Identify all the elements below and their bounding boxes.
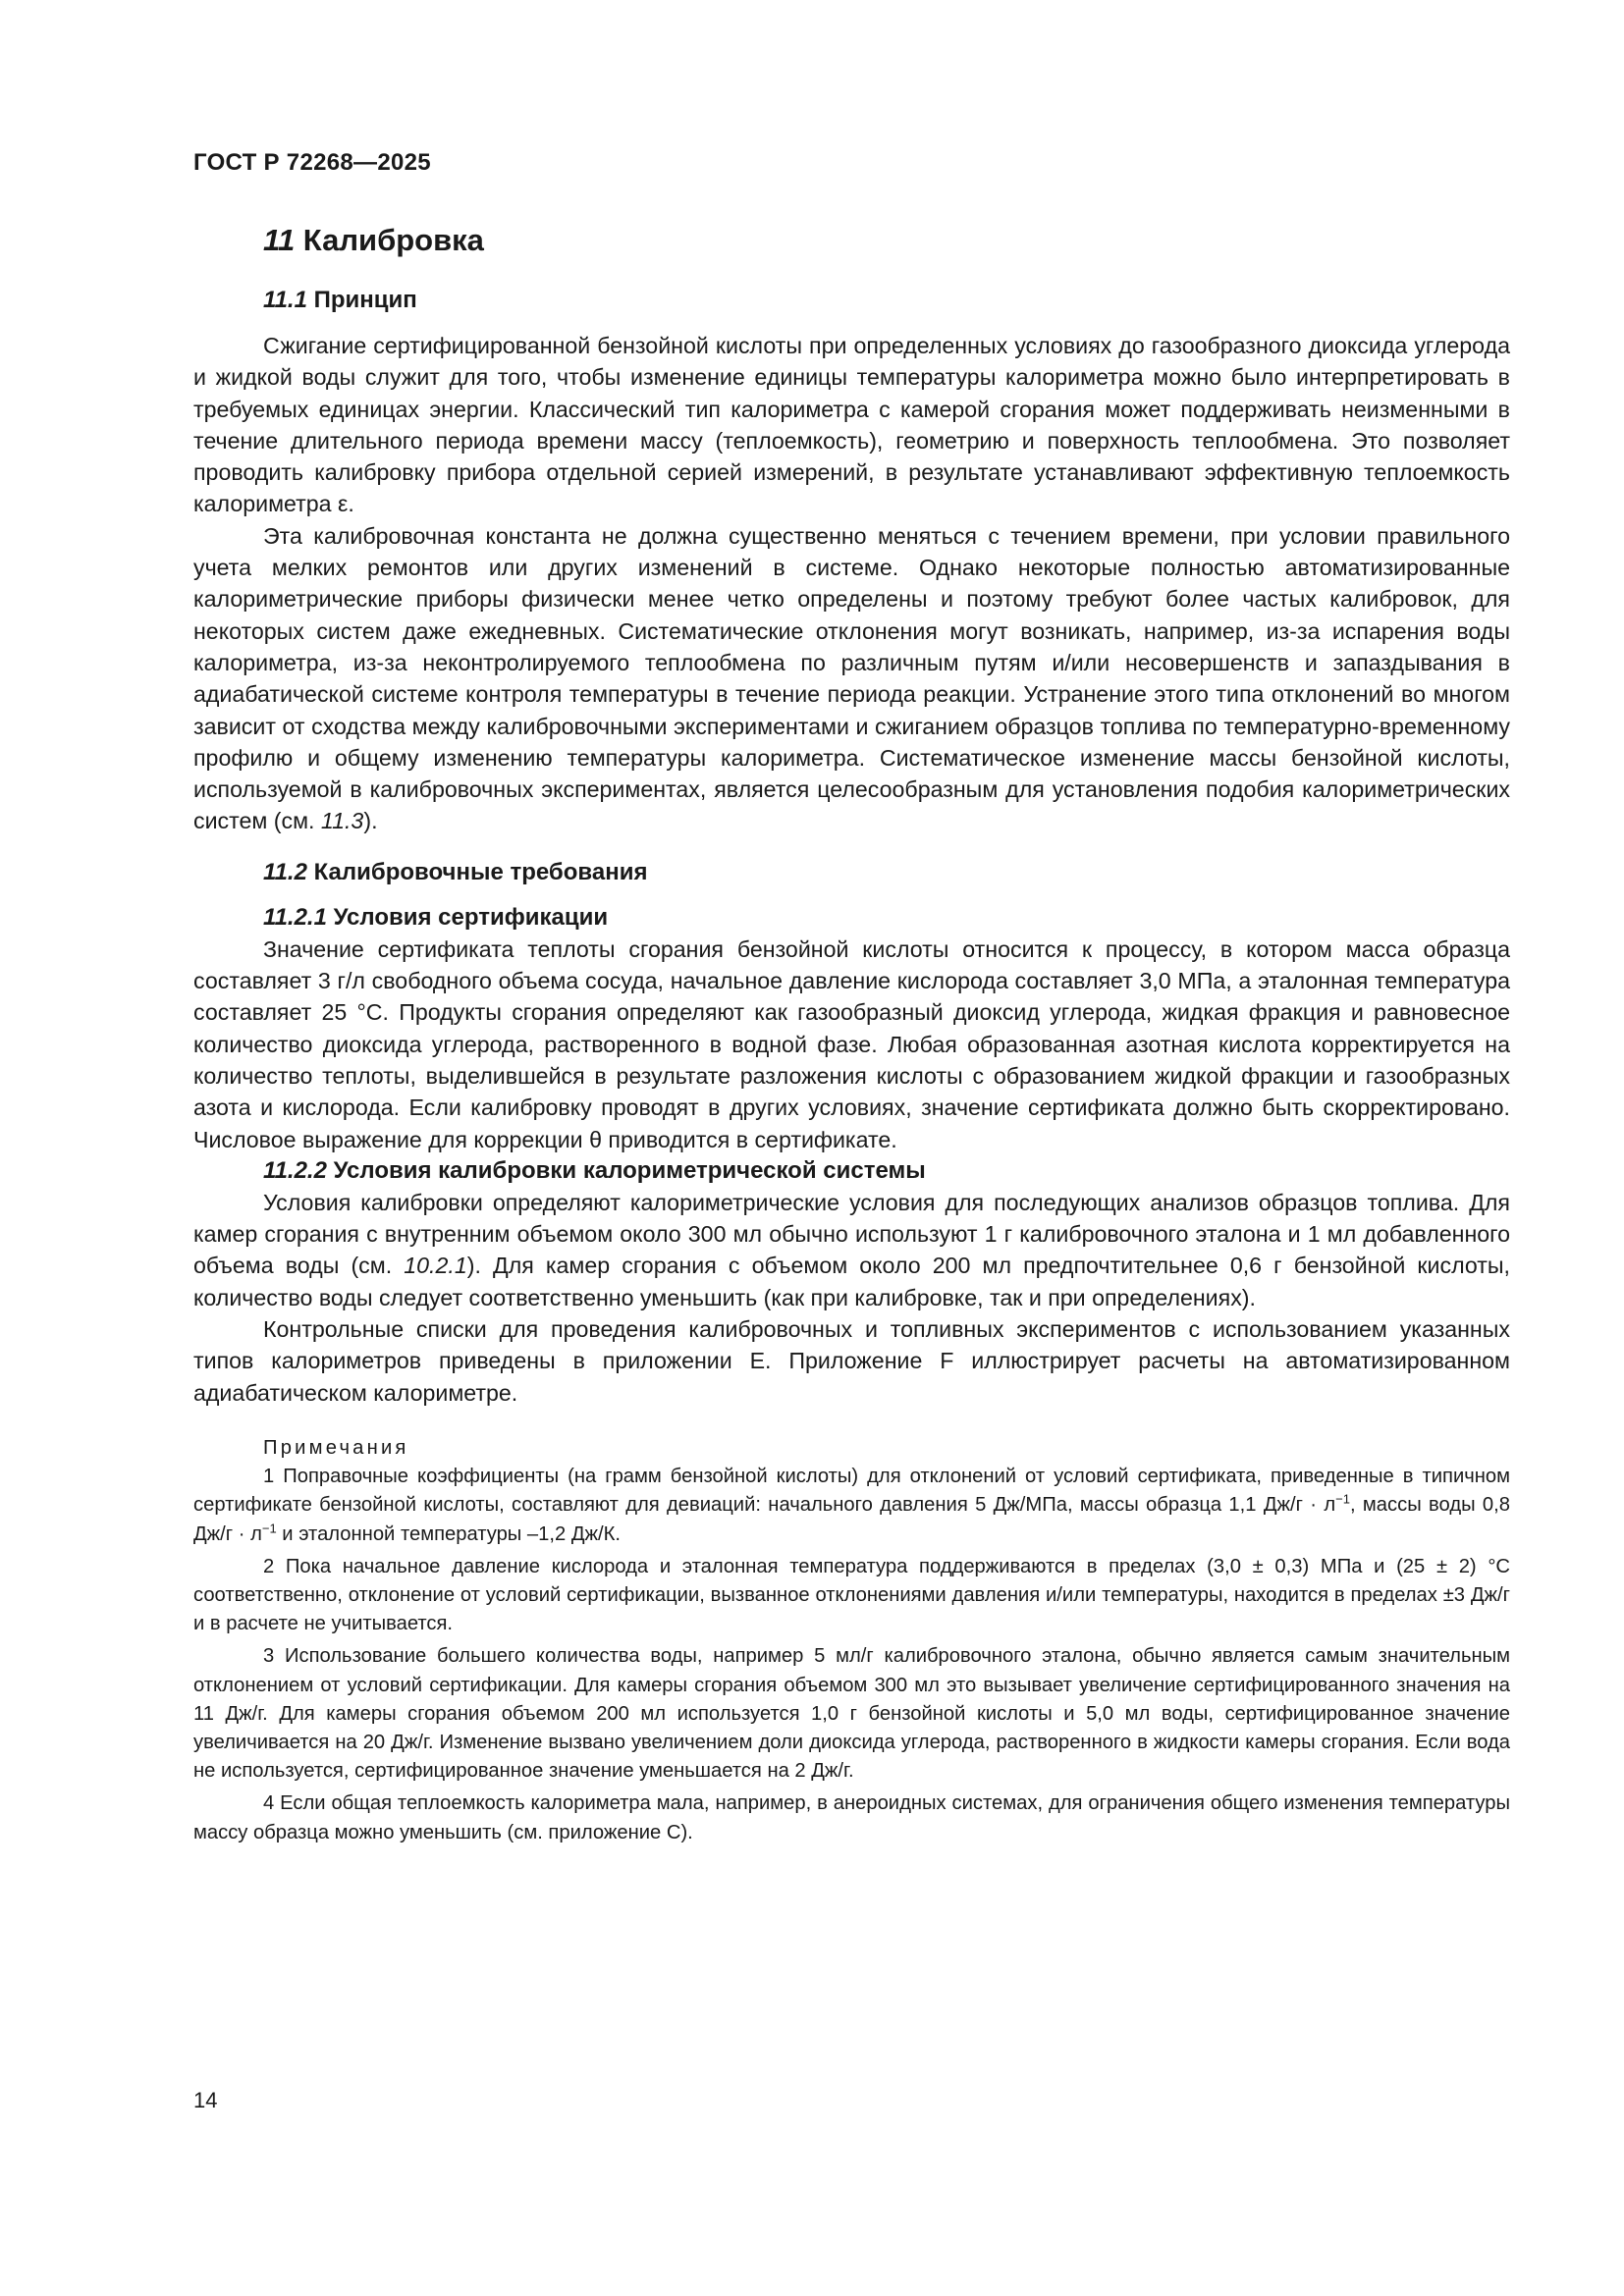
clause-title: Условия сертификации <box>326 903 609 931</box>
paragraph: Сжигание сертифицированной бензойной кислоты при определенных условиях до газообразного диоксида углерода и жидкой воды служит для того, чтобы изменение единицы температуры калориметра можно было интерпретировать в требуемых единицах энергии. Классический тип калориметра с камерой сгорания может поддерживать неизменными в течение длительного периода времени массу (теплоемкость), геометрию и поверхность теплообмена. Это позволяет проводить калибровку прибора отдельной серией измерений, в результате устанавливают эффективную теплоемкость калориметра ε. <box>193 333 1510 517</box>
subsection-number: 11.2 <box>263 858 307 885</box>
paragraph: Контрольные списки для проведения калибровочных и топливных экспериментов с использованием указанных типов калориметров приведены в приложении Е. Приложение F иллюстрирует расчеты на автоматизированном адиабатическом калориметре. <box>193 1316 1510 1406</box>
note <box>193 1463 1510 1549</box>
cross-reference: 10.2.1 <box>404 1253 467 1279</box>
notes-block <box>193 1434 1510 1847</box>
subsection-title: Принцип <box>306 287 417 313</box>
note: 2 Пока начальное давление кислорода и эталонная температура поддерживаются в пределах (3,0 ± 0,3) МПа и (25 ± 2) °С соответственно, отклонение от условий сертификации, вызванное отклонениями давления и/или температуры, находится в пределах ±3 Дж/г и в расчете не учитывается. <box>193 1555 1510 1635</box>
section-heading <box>263 222 1510 259</box>
clause-heading-calibration <box>263 1155 1510 1187</box>
superscript: −1 <box>261 1520 277 1535</box>
section-number: 11 <box>263 223 296 257</box>
paragraph-text: Эта калибровочная константа не должна существенно меняться с течением времени, при условии правильного учета мелких ремонтов или других изменений в системе. Однако некоторые полностью автоматизированные калориметрические приборы физически менее четко определены и поэтому требуют более частых калибровок, для некоторых систем даже ежедневных. Систематические отклонения могут возникать, например, из-за испарения воды калориметра, из-за неконтролируемого теплообмена по различным путям и/или несовершенств и запаздывания в адиабатической системе контроля температуры в течение периода реакции. Устранение этого типа отклонений во многом зависит от сходства между калибровочными экспериментами и сжиганием образцов топлива по температурно-временному профилю и общему изменению температуры калориметра. Систематическое изменение массы бензойной кислоты, используемой в калибровочных экспериментах, является целесообразным для установления подобия калориметрических систем (см. <box>193 522 1510 834</box>
note-text: , массы воды 0,8 Дж/г · л <box>193 1494 1510 1545</box>
subsection-heading-requirements <box>263 857 1510 888</box>
clause-heading-certification <box>263 902 1510 934</box>
note: 3 Использование большего количества воды, например 5 мл/г калибровочного эталона, обычно является самым значительным отклонением от условий сертификации. Для камеры сгорания объемом 300 мл это вызывает увеличение сертифицированного значения на 11 Дж/г. Для камеры сгорания объемом 200 мл используется 1,0 г бензойной кислоты и 5,0 мл воды, сертифицированное значение увеличивается на 20 Дж/г. Изменение вызвано увеличением доли диоксида углерода, растворенного в жидкости камеры сгорания. Если вода не используется, сертифицированное значение уменьшается на 2 Дж/г. <box>193 1645 1510 1783</box>
note-text: 1 Поправочные коэффициенты (на грамм бензойной кислоты) для отклонений от условий сертификата, приведенные в типичном сертификате бензойной кислоты, составляют для девиаций: начального давления 5 Дж/МПа, массы образца 1,1 Дж/г · л <box>193 1466 1510 1517</box>
paragraph: Значение сертификата теплоты сгорания бензойной кислоты относится к процессу, в котором масса образца составляет 3 г/л свободного объема сосуда, начальное давление кислорода составляет 3,0 МПа, а эталонная температура составляет 25 °С. Продукты сгорания определяют как газообразный диоксид углерода, жидкая фракция и равновесное количество диоксида углерода, растворенного в водной фазе. Любая образованная азотная кислота корректируется на количество теплоты, выделившейся в результате разложения кислоты с образованием жидкой фракции и газообразных азота и кислорода. Если калибровку проводят в других условиях, значение сертификата должно быть скорректировано. Числовое выражение для коррекции θ приводится в сертификате. <box>193 935 1510 1152</box>
page-content <box>193 222 1510 1847</box>
standard-code: ГОСТ Р 72268—2025 <box>193 149 431 176</box>
subsection-title: Калибровочные требования <box>306 858 648 885</box>
clause-title: Условия калибровки калориметрической системы <box>326 1156 926 1184</box>
note: 4 Если общая теплоемкость калориметра мала, например, в анероидных системах, для ограничения общего изменения температуры массу образца можно уменьшить (см. приложение С). <box>193 1792 1510 1843</box>
clause-number: 11.2.2 <box>263 1156 327 1184</box>
paragraph <box>193 520 1510 837</box>
note-text: и эталонной температуры –1,2 Дж/К. <box>276 1522 621 1545</box>
paragraph-text: Условия калибровки определяют калориметрические условия для последующих анализов образцов топлива. Для камер сгорания с внутренним объемом около 300 мл обычно используют 1 г калибровочного эталона и 1 мл добавленного объема воды (см. <box>193 1189 1510 1279</box>
paragraph-tail: ). <box>363 808 378 834</box>
page-number: 14 <box>193 2088 218 2112</box>
subsection-heading-principle <box>263 285 1510 316</box>
notes-title: Примечания <box>263 1436 409 1459</box>
cross-reference: 11.3 <box>320 808 364 834</box>
section-title: Калибровка <box>295 223 484 257</box>
subsection-number: 11.1 <box>263 287 307 313</box>
clause-number: 11.2.1 <box>263 903 327 931</box>
paragraph <box>193 1187 1510 1313</box>
superscript: −1 <box>1335 1491 1350 1507</box>
paragraph-text: ). Для камер сгорания с объемом около 200 мл предпочтительнее 0,6 г бензойной кислоты, количество воды следует соответственно уменьшить (как при калибровке, так и при определениях). <box>193 1253 1511 1310</box>
